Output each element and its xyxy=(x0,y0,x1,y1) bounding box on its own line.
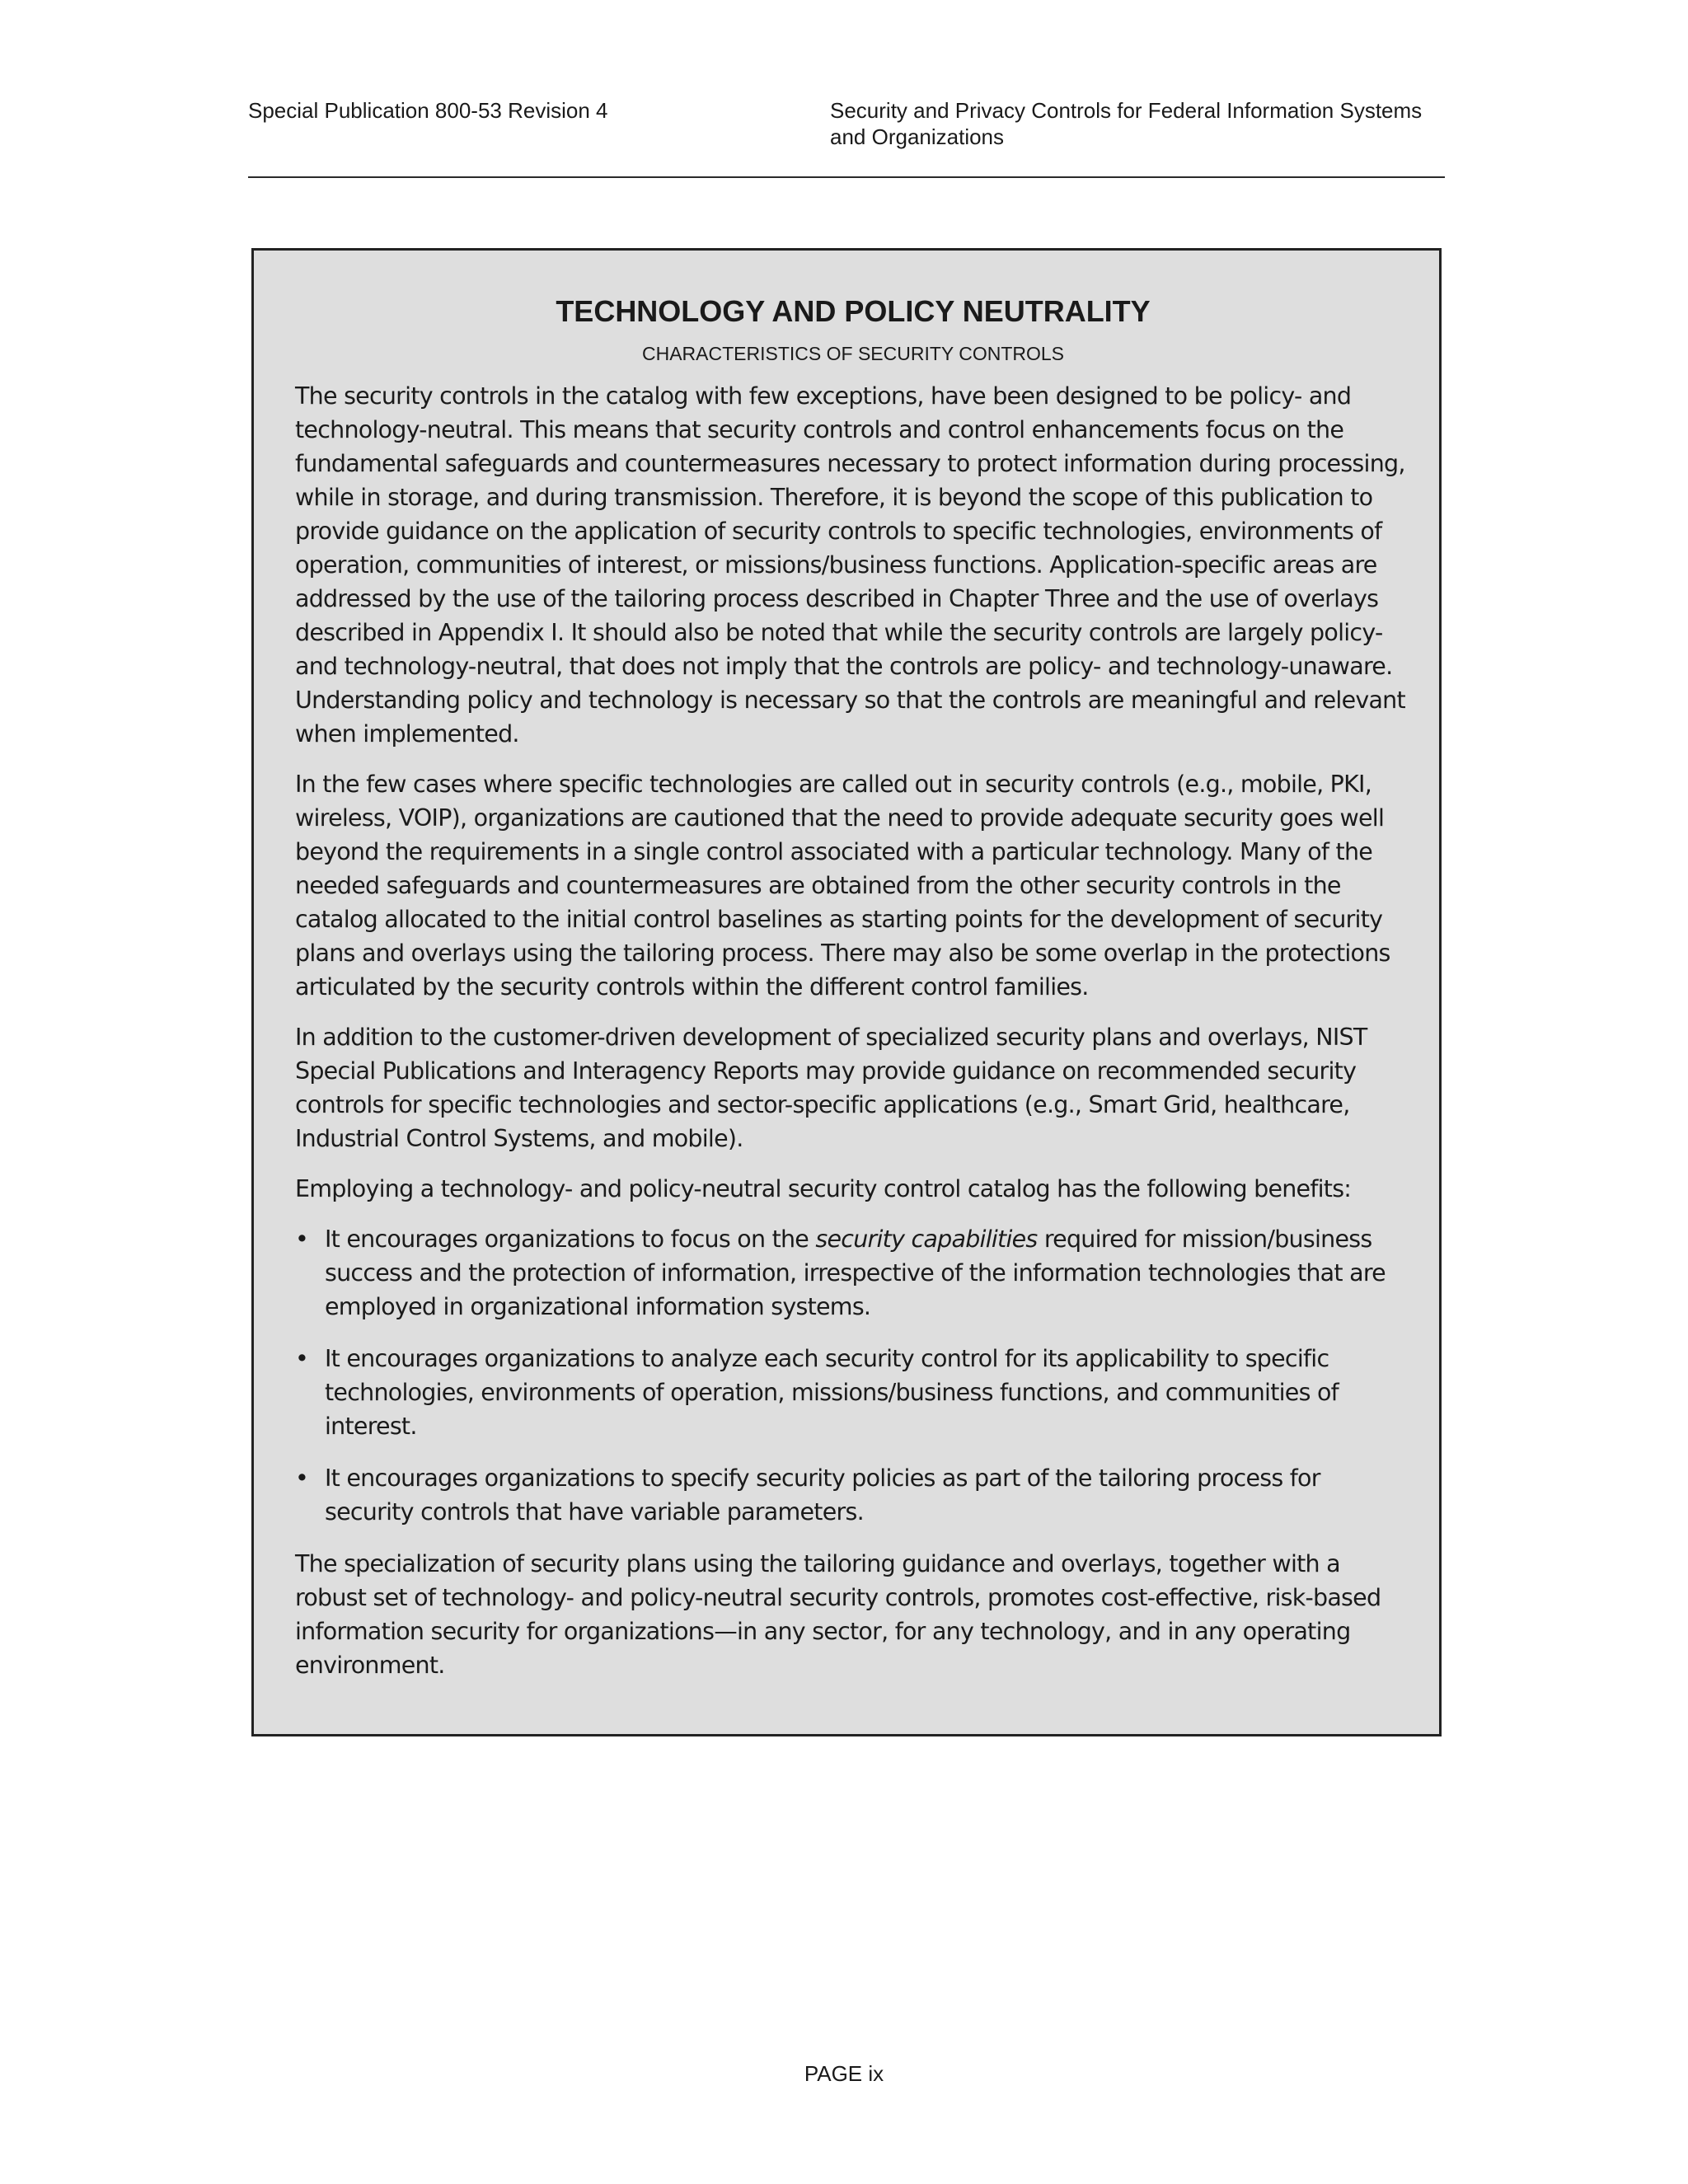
box-body xyxy=(295,379,1411,1682)
list-item-text: It encourages organizations to focus on the security capabilities required for mission/business success and the protection of information, irrespective of the information technologies that are employed in organizational information systems. xyxy=(325,1226,1386,1320)
paragraph: In the few cases where specific technologies are called out in security controls (e.g., mobile, PKI, wireless, VOIP), organizations are cautioned that the need to provide adequate security goes well beyond the requirements in a single control associated with a particular technology. Many of the needed safeguards and countermeasures are obtained from the other security controls in the catalog allocated to the initial control baselines as starting points for the development of security plans and overlays using the tailoring process. There may also be some overlap in the protections articulated by the security controls within the different control families. xyxy=(295,771,1390,1001)
closing-paragraph: The specialization of security plans using the tailoring guidance and overlays, together with a robust set of technology- and policy-neutral security controls, promotes cost-effective, risk-based information security for organizations—in any sector, for any technology, and in any operating environment. xyxy=(295,1550,1381,1679)
box-title: TECHNOLOGY AND POLICY NEUTRALITY xyxy=(556,294,1151,328)
bullet-icon: • xyxy=(295,1345,309,1372)
bullet-icon: • xyxy=(295,1226,309,1253)
bullet-icon: • xyxy=(295,1465,309,1492)
list-item-text: It encourages organizations to specify security policies as part of the tailoring process for security controls that have variable parameters. xyxy=(325,1465,1320,1526)
list-item xyxy=(295,1461,1411,1529)
publication-id: Special Publication 800-53 Revision 4 xyxy=(248,98,608,123)
emphasis-text: security capabilities xyxy=(815,1226,1038,1253)
box-subtitle: CHARACTERISTICS OF SECURITY CONTROLS xyxy=(641,343,1065,364)
paragraph: In addition to the customer-driven development of specialized security plans and overlays, NIST Special Publications and Interagency Reports may provide guidance on recommended security controls for specific technologies and sector-specific applications (e.g., Smart Grid, healthcare, Industrial Control Systems, and mobile). xyxy=(295,1024,1367,1152)
publication-title: Security and Privacy Controls for Federal Information Systems and Organizations xyxy=(830,98,1423,149)
paragraph: Employing a technology- and policy-neutral security control catalog has the following benefits: xyxy=(295,1175,1352,1202)
list-item xyxy=(295,1342,1411,1443)
page-number: PAGE ix xyxy=(804,2061,884,2086)
list-item-text: It encourages organizations to analyze each security control for its applicability to specific technologies, environments of operation, missions/business functions, and communities of interest. xyxy=(325,1345,1339,1440)
page-header xyxy=(248,97,1445,178)
paragraph: The security controls in the catalog with few exceptions, have been designed to be policy- and technology-neutral. This means that security controls and control enhancements focus on the fundamental safeguards and countermeasures necessary to protect information during processing, while in storage, and during transmission. Therefore, it is beyond the scope of this publication to provide guidance on the application of security controls to specific technologies, environments of operation, communities of interest, or missions/business functions. Application-specific areas are addressed by the use of the tailoring process described in Chapter Three and the use of overlays described in Appendix I. It should also be noted that while the security controls are largely policy- and technology-neutral, that does not imply that the controls are policy- and technology-unaware. Understanding policy and technology is necessary so that the controls are meaningful and relevant when implemented. xyxy=(295,382,1405,748)
benefits-list xyxy=(295,1222,1411,1529)
list-item xyxy=(295,1222,1411,1324)
sidebar-box xyxy=(251,248,1442,1736)
